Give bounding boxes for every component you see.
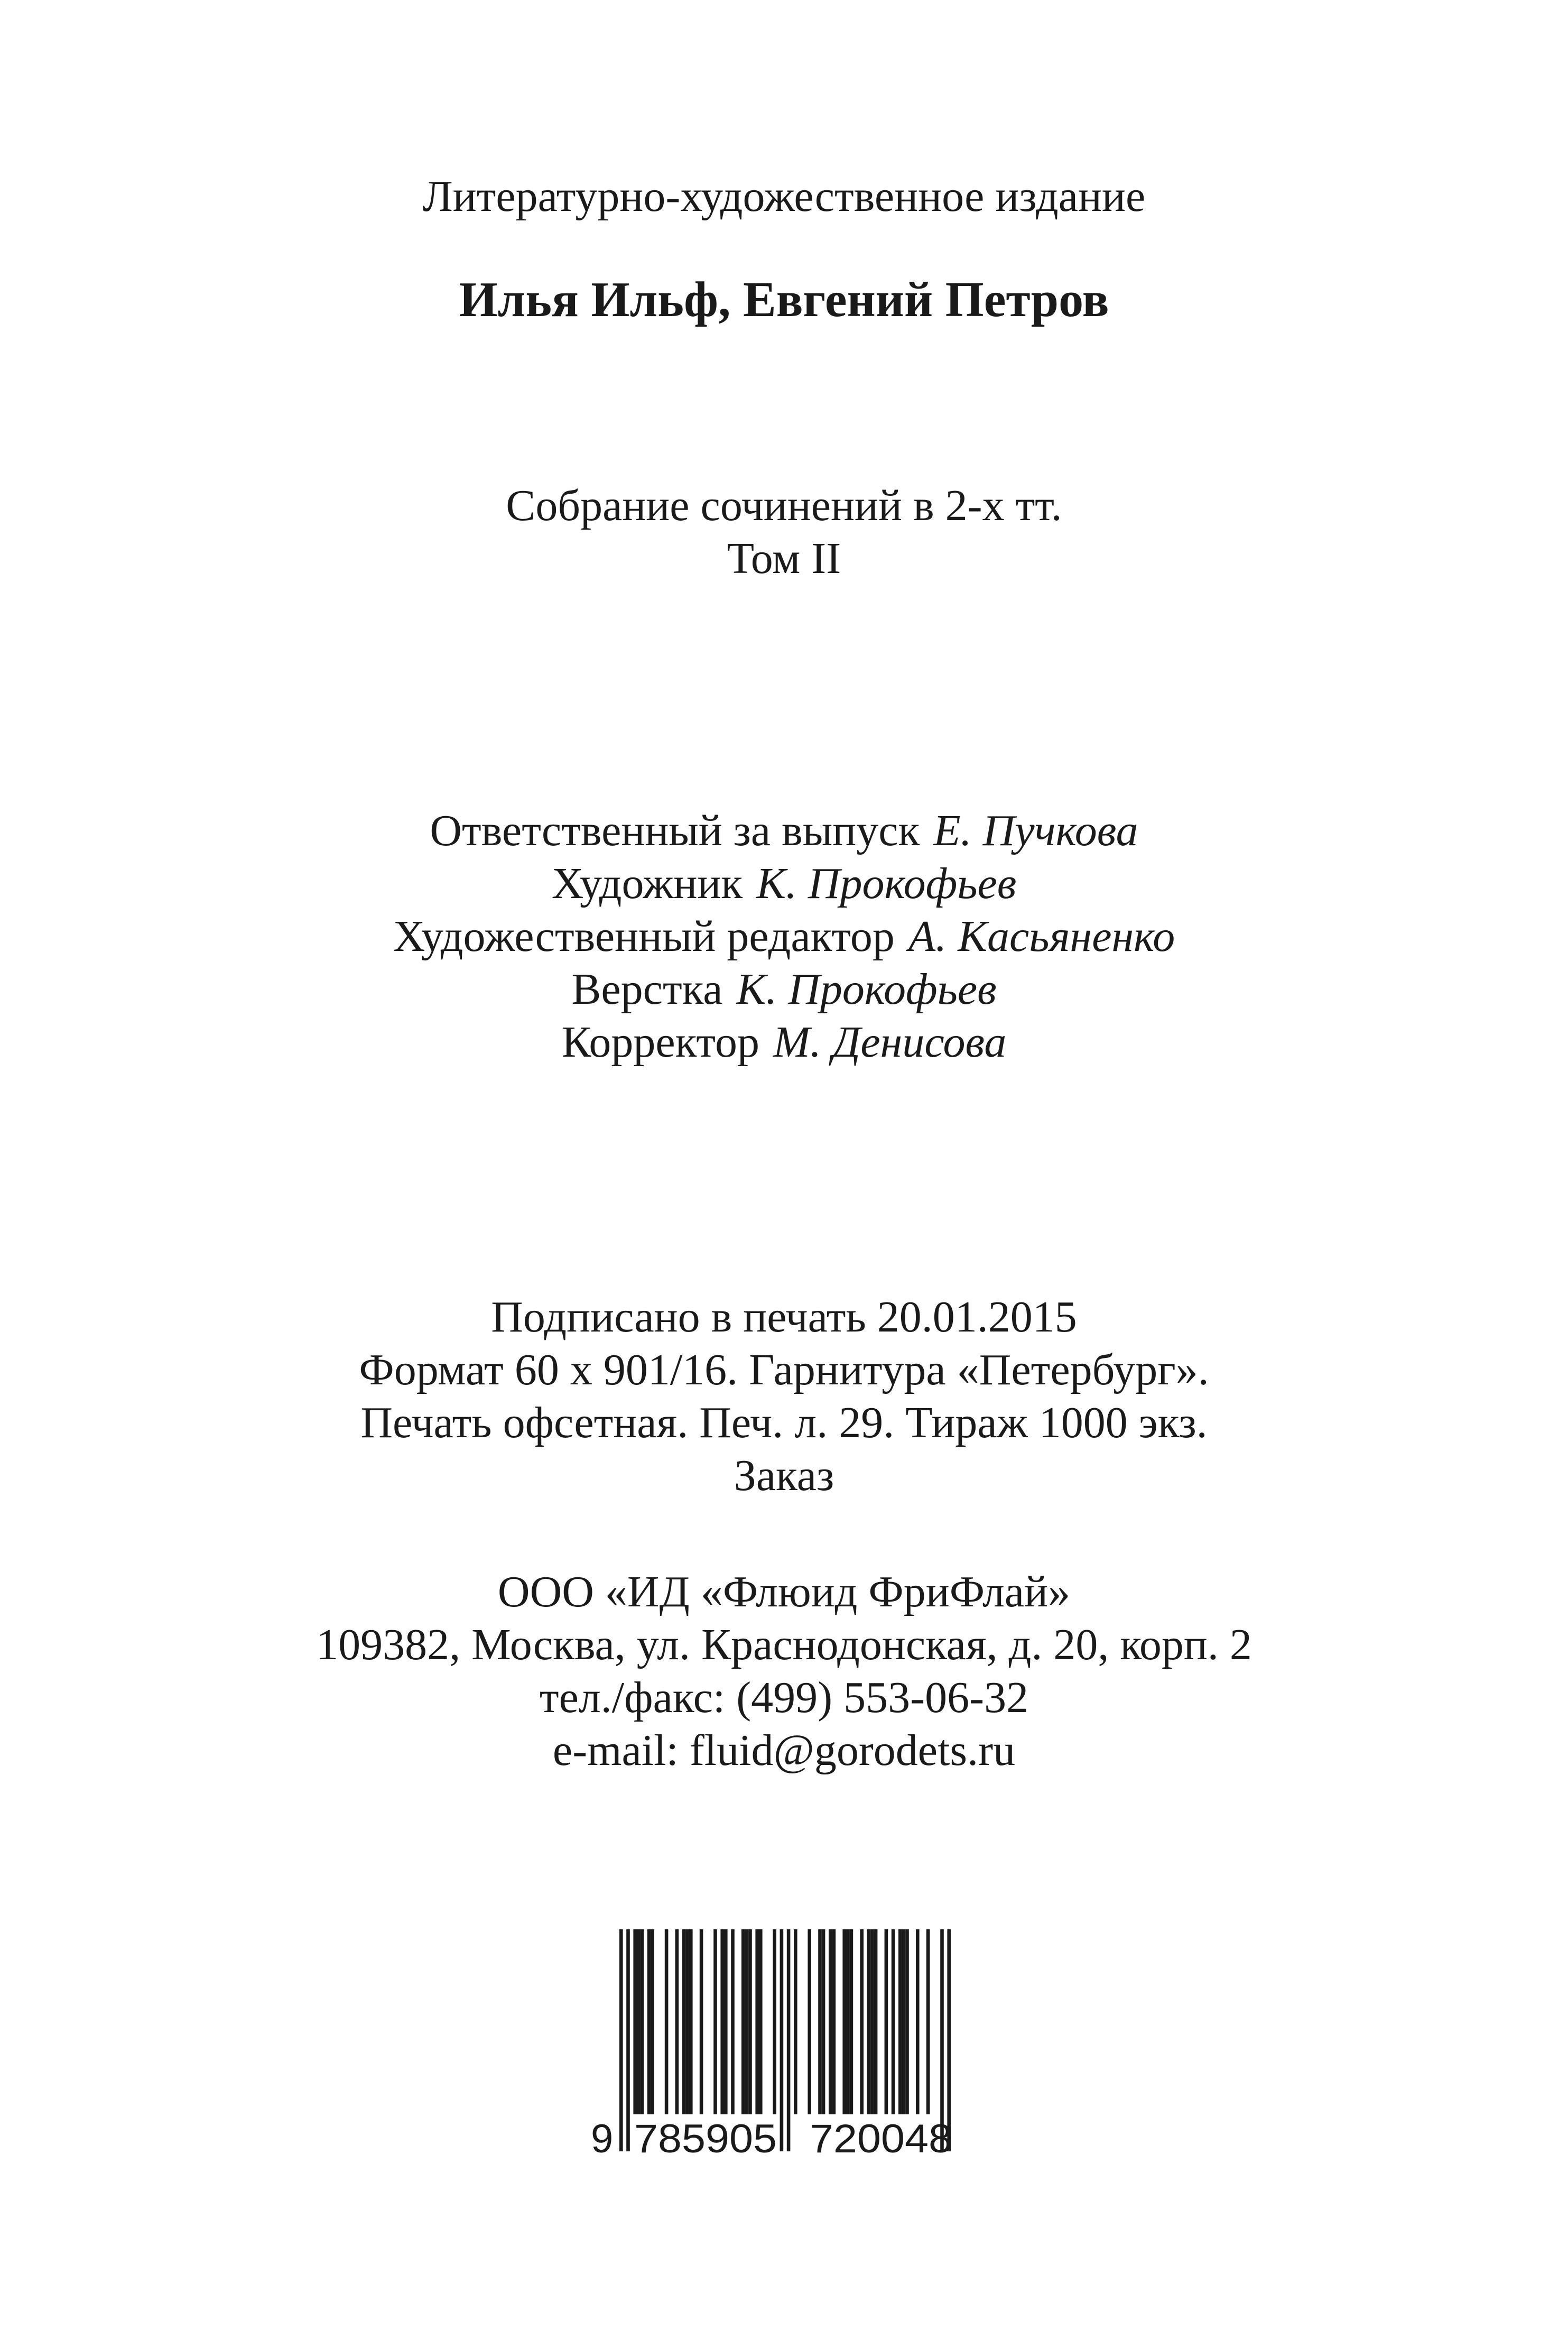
credit-name: М. Денисова [773, 1018, 1007, 1067]
credit-name: К. Прокофьев [756, 859, 1017, 908]
barcode-bar [892, 1929, 895, 2114]
barcode-bar [822, 1929, 825, 2114]
barcode-bar [850, 1929, 853, 2114]
barcode-bar [713, 1929, 717, 2114]
barcode-bar [898, 1929, 902, 2114]
barcode-bar [759, 1929, 763, 2114]
barcode-bar [724, 1929, 728, 2114]
barcode-bar [665, 1929, 669, 2114]
edition-type: Литературно-художественное издание [422, 172, 1146, 221]
barcode-bar [794, 1929, 797, 2114]
barcode-bar [731, 1929, 735, 2114]
barcode-bar [745, 1929, 749, 2114]
barcode-digits-right: 720048 [810, 2116, 952, 2157]
print-format: Формат 60 х 901/16. Гарнитура «Петербург». [359, 1345, 1209, 1394]
barcode-bar [651, 1929, 654, 2114]
barcode-bar [885, 1929, 888, 2114]
barcode-bar [818, 1929, 822, 2114]
barcode-bar [773, 1929, 776, 2114]
barcode-bar [902, 1929, 906, 2114]
print-details: Печать офсетная. Печ. л. 29. Тираж 1000 экз. [360, 1398, 1208, 1447]
print-signed: Подписано в печать 20.01.2015 [491, 1292, 1077, 1342]
barcode-bar [926, 1929, 930, 2114]
print-order: Заказ [734, 1451, 834, 1500]
credit-role: Художник [551, 859, 743, 908]
credit-line [0, 806, 1568, 855]
barcode-bar [685, 1929, 689, 2114]
credit-line [0, 967, 1568, 1012]
barcode-bar [846, 1929, 850, 2114]
credit-line [0, 1020, 1568, 1065]
barcode-guard-bar [780, 1929, 784, 2151]
barcode-bar [842, 1929, 846, 2114]
credit-name: А. Касьяненко [908, 912, 1175, 961]
barcode-bar [870, 1929, 874, 2114]
barcode-bar [741, 1929, 745, 2114]
barcode-bar [860, 1929, 864, 2114]
credit-line [0, 859, 1568, 908]
volume-label: Том II [727, 534, 841, 583]
barcode-bar [832, 1929, 836, 2114]
barcode-guard-bar [619, 1929, 623, 2151]
publisher-phone: тел./факс: (499) 553-06-32 [539, 1673, 1029, 1722]
barcode-bar [720, 1929, 724, 2114]
barcode-bar [808, 1929, 811, 2114]
barcode-bar [633, 1929, 637, 2114]
credit-role: Корректор [561, 1018, 759, 1067]
barcode-bar [916, 1929, 920, 2114]
collection-title: Собрание сочинений в 2-х тт. [506, 481, 1062, 530]
barcode-digit-prefix: 9 [591, 2116, 614, 2157]
credit-role: Верстка [571, 965, 723, 1014]
barcode-bar [874, 1929, 878, 2114]
publisher-address: 109382, Москва, ул. Краснодонская, д. 20, корп. 2 [316, 1620, 1252, 1669]
credit-name: Е. Пучкова [933, 806, 1138, 855]
barcode-digits-left: 785905 [634, 2116, 777, 2157]
credit-role: Художественный редактор [393, 912, 895, 961]
barcode-graphic [581, 1924, 994, 2157]
barcode-bar [748, 1929, 752, 2114]
barcode-bar [755, 1929, 759, 2114]
barcode-bar [641, 1929, 644, 2114]
barcode-bar [637, 1929, 641, 2114]
barcode-bar [675, 1929, 679, 2114]
isbn-barcode [581, 1924, 994, 2157]
barcode-bar [905, 1929, 909, 2114]
barcode-bar [682, 1929, 686, 2114]
authors: Илья Ильф, Евгений Петров [459, 272, 1109, 327]
barcode-bar [689, 1929, 693, 2114]
credit-line [0, 914, 1568, 959]
barcode-bar [700, 1929, 703, 2114]
publisher-email: e-mail: fluid@gorodets.ru [552, 1726, 1016, 1775]
barcode-bar [647, 1929, 651, 2114]
barcode-bar [867, 1929, 871, 2114]
credit-role: Ответственный за выпуск [430, 806, 920, 855]
barcode-guard-bar [787, 1929, 791, 2151]
barcode-guard-bar [626, 1929, 630, 2151]
barcode-bar [829, 1929, 832, 2114]
credit-name: К. Прокофьев [736, 965, 997, 1014]
publisher-name: ООО «ИД «Флюид ФриФлай» [497, 1567, 1071, 1616]
